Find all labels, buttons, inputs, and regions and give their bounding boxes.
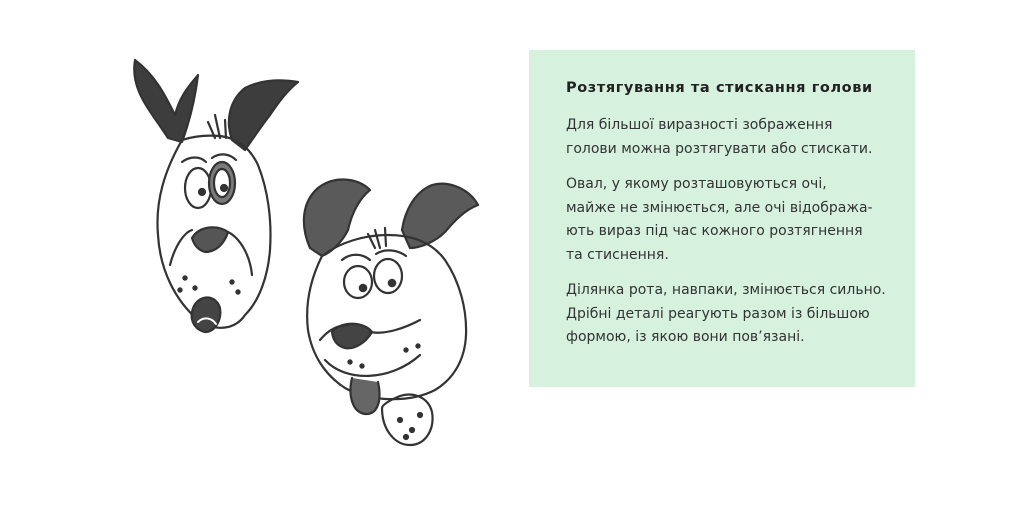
panel-title: Розтягування та стискання голови xyxy=(566,80,873,96)
paragraph-line: голови можна розтягувати або стискати. xyxy=(566,140,873,157)
dog2-left-eye xyxy=(344,266,372,298)
paragraph-line: Ділянка рота, навпаки, змінюється сильно. xyxy=(566,282,886,298)
dog-heads-illustration xyxy=(120,20,500,480)
dog1-left-eye xyxy=(185,168,211,208)
dog-stretched-head xyxy=(134,60,298,332)
paragraph-line: Овал, у якому розташовуються очі, xyxy=(566,176,827,192)
panel-paragraph-2 xyxy=(566,173,895,267)
dog1-right-ear xyxy=(229,80,298,150)
paragraph-line: Дрібні деталі реагують разом із більшою xyxy=(566,305,870,322)
dog1-left-ear xyxy=(134,60,198,142)
panel-paragraph-3 xyxy=(566,279,895,350)
dog2-left-ear xyxy=(304,180,370,256)
panel-paragraph-1 xyxy=(566,114,895,161)
paragraph-line: ють вираз під час кожного розтягнення xyxy=(566,223,863,239)
dog2-tongue xyxy=(351,378,380,414)
dog1-nose xyxy=(192,227,228,252)
paragraph-line: майже не змінюється, але очі відобража- xyxy=(566,199,873,216)
dog2-right-eye xyxy=(374,259,402,293)
paragraph-line: формою, із якою вони пов’язані. xyxy=(566,329,805,345)
paragraph-line: Для більшої виразності зображення xyxy=(566,117,833,133)
paragraph-line: та стиснення. xyxy=(566,246,669,263)
dog-squashed-head xyxy=(304,180,478,445)
dog1-mouth xyxy=(192,297,221,332)
info-panel xyxy=(529,50,915,387)
dog2-smile xyxy=(325,355,420,376)
